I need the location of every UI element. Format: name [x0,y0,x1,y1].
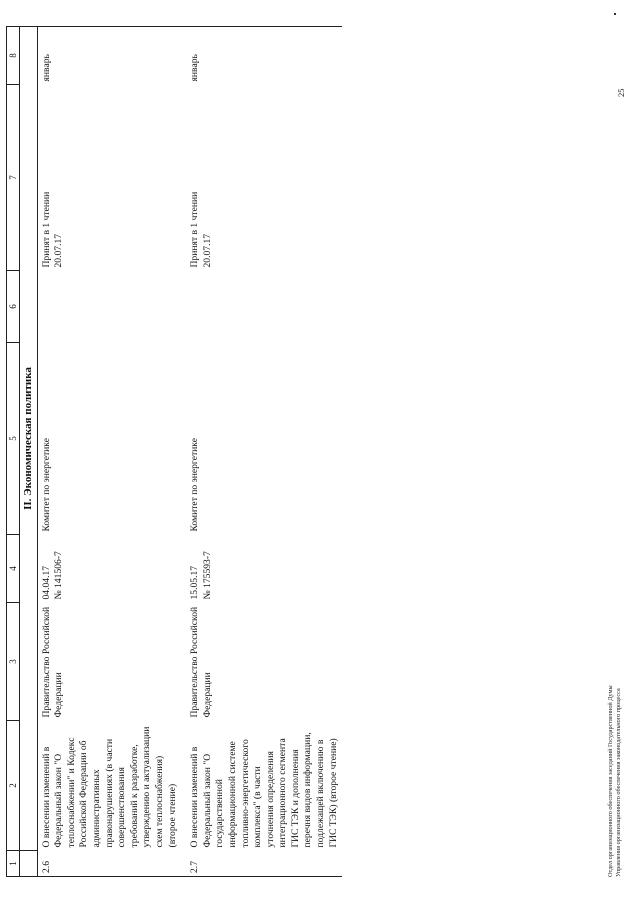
row-number: 2.6 [37,851,181,877]
bill-title: О внесении изменений в Федеральный закон "О государственной информационной системе топливно-энергетического комплекса" (в части уточнения определения интеграционного сегмента ГИС ТЭК и дополнения перечня видов информации, подлежащей включению в ГИС ТЭК) (второе чтение) [189,732,339,848]
header-col-1: 1 [7,851,20,877]
bill-registration [181,535,342,603]
bill-number: № 175593-7 [201,551,213,600]
header-col-4: 4 [7,535,20,603]
bill-status-reading: Принят в 1 чтении [40,191,52,268]
bill-committee: Комитет по энергетике [40,438,52,532]
bill-status-date: 20.07.17 [201,233,213,268]
bill-date: 04.04.17 [40,565,52,600]
bill-date: 15.05.17 [189,565,201,600]
legislation-plan-table [6,26,342,877]
bill-status-date: 20.07.17 [53,233,65,268]
table-row [37,27,181,877]
header-col-5: 5 [7,343,20,535]
bill-status [181,85,342,271]
header-col-2: 2 [7,721,20,851]
corner-mark [614,13,616,15]
footer-department: Отдел организационного обеспечения заседаний Государственной Думы [607,685,614,877]
bill-number: № 141506-7 [53,551,65,600]
bill-committee: Комитет по энергетике [189,438,201,532]
footer-directorate: Управления организационного обеспечения законодательного процесса [614,688,622,877]
bill-title: О внесении изменений в Федеральный закон "О теплоснабжении" и Кодекс Российской Федерации об административных правонарушениях (в части совершенствования требований к разработке, утверждению и актуализации схем теплоснабжения) (второе чтение) [40,726,178,848]
bill-status [37,85,181,271]
header-col-6: 6 [7,271,20,343]
column-number-header [7,27,20,877]
header-col-3: 3 [7,603,20,721]
row-number: 2.7 [181,851,342,877]
section-title: II. Экономическая политика [20,27,38,851]
section-row [20,27,38,877]
bill-registration [37,535,181,603]
bill-col6 [181,271,342,343]
bill-initiator: Правительство Российской Федерации [189,606,213,718]
bill-term: январь [181,27,342,85]
bill-status-reading: Принят в 1 чтении [189,191,201,268]
bill-term: январь [37,27,181,85]
bill-initiator: Правительство Российской Федерации [40,606,65,718]
header-col-7: 7 [7,85,20,271]
header-col-8: 8 [7,27,20,85]
bill-col6 [37,271,181,343]
table-row [181,27,342,877]
page-footer [607,685,622,877]
page-number: 25 [616,88,626,97]
